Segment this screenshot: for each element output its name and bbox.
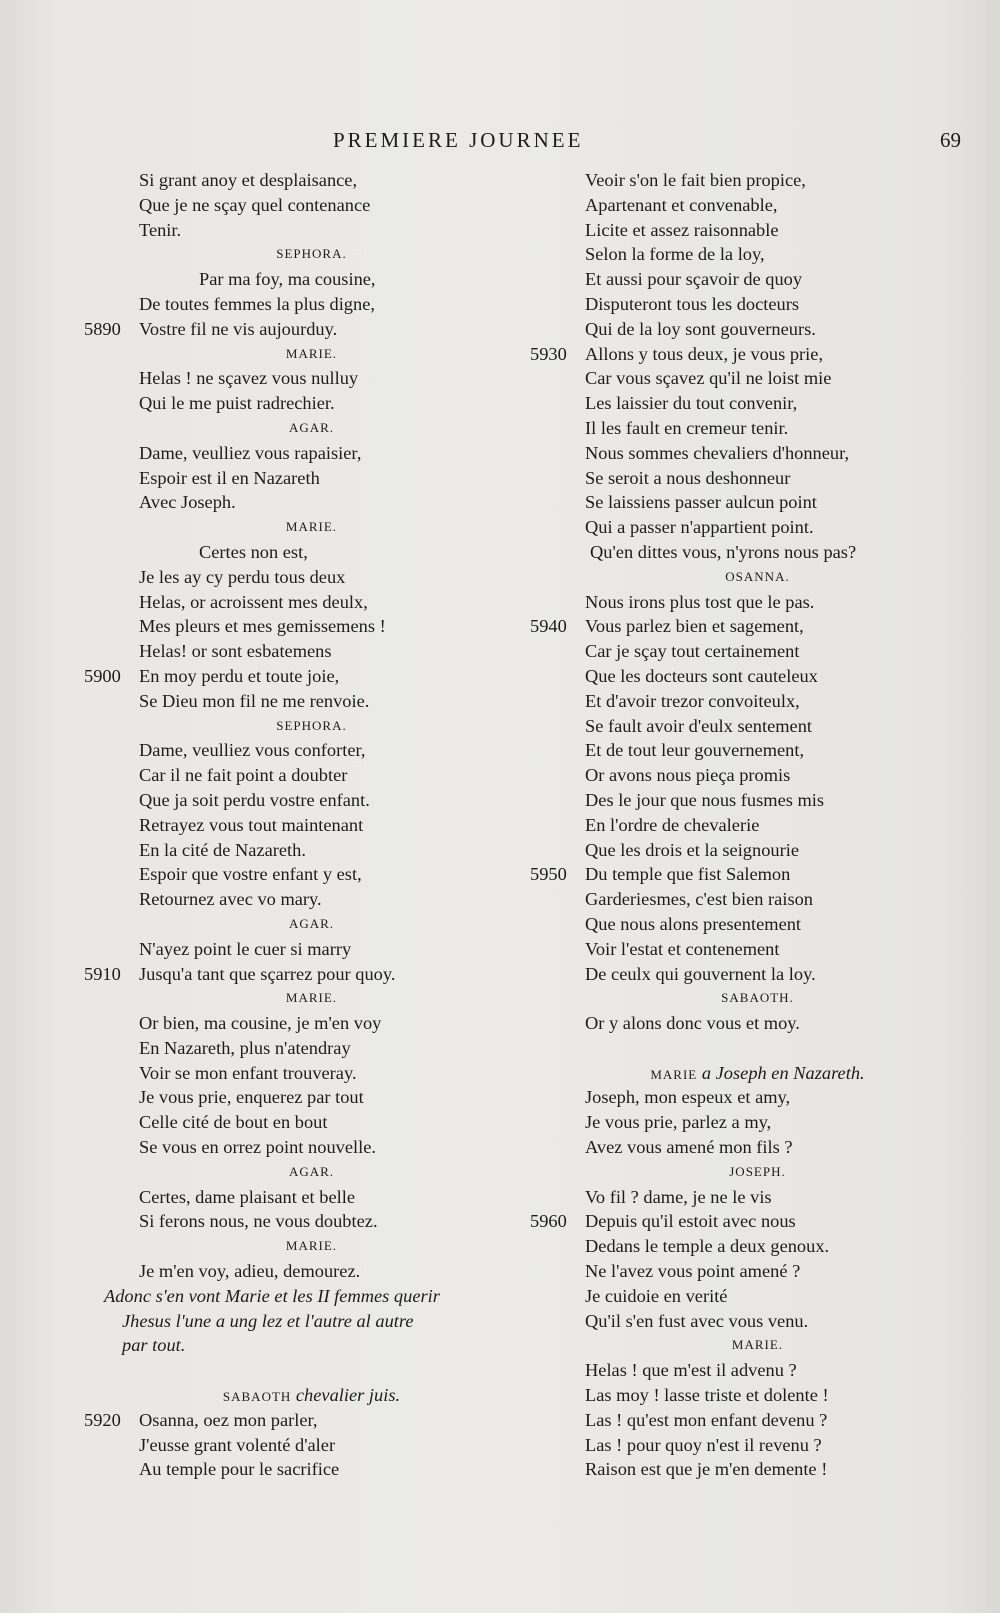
speaker-name: AGAR.	[288, 419, 335, 435]
blank-line	[84, 1358, 484, 1383]
verse-text: Osanna, oez mon parler,	[139, 1409, 318, 1430]
verse-line	[84, 1036, 484, 1061]
verse-line	[84, 391, 484, 416]
verse-text: Du temple que fist Salemon	[585, 864, 791, 885]
right-column	[530, 168, 930, 1482]
verse-text: Mes pleurs et mes gemissemens !	[139, 616, 386, 637]
speaker-name: MARIE.	[285, 1238, 338, 1254]
verse-line	[530, 1110, 930, 1135]
verse-line	[530, 1309, 930, 1334]
verse-text: Joseph, mon espeux et amy,	[585, 1087, 791, 1108]
verse-line	[84, 962, 484, 987]
verse-line	[530, 639, 930, 664]
speaker-name: SEPHORA.	[276, 246, 347, 262]
verse-line	[84, 1209, 484, 1234]
line-number: 5950	[530, 864, 567, 885]
verse-text: Que je ne sçay quel contenance	[139, 194, 371, 215]
verse-line	[530, 738, 930, 763]
verse-text: Et d'avoir trezor convoiteulx,	[585, 690, 800, 711]
blank-line	[530, 1036, 930, 1061]
verse-line	[84, 763, 484, 788]
verse-line	[530, 391, 930, 416]
verse-line	[530, 887, 930, 912]
verse-text: Disputeront tous les docteurs	[585, 293, 800, 314]
line-number: 5900	[84, 665, 121, 686]
verse-text: Raison est que je m'en demente !	[585, 1459, 828, 1480]
verse-line	[530, 614, 930, 639]
verse-text: Selon la forme de la loy,	[585, 244, 765, 265]
stage-direction: par tout.	[122, 1335, 186, 1356]
verse-line	[530, 1433, 930, 1458]
verse-text: Par ma foy, ma cousine,	[199, 269, 376, 290]
verse-text: Licite et assez raisonnable	[585, 219, 779, 240]
verse-line	[530, 1383, 930, 1408]
speaker-heading	[530, 1061, 930, 1086]
verse-line	[84, 366, 484, 391]
verse-line	[530, 292, 930, 317]
verse-text: Si grant anoy et desplaisance,	[139, 170, 358, 190]
verse-text: Car je sçay tout certainement	[585, 641, 800, 662]
verse-line	[530, 1284, 930, 1309]
verse-text: Il les fault en cremeur tenir.	[585, 417, 789, 438]
verse-line	[530, 1457, 930, 1482]
verse-line	[84, 813, 484, 838]
verse-text: Garderiesmes, c'est bien raison	[585, 889, 814, 910]
verse-line	[530, 342, 930, 367]
speaker-name: MARIE	[650, 1066, 698, 1082]
verse-text: Qui le me puist radrechier.	[139, 393, 335, 414]
verse-text: Voir l'estat et contenement	[585, 938, 780, 959]
verse-text: Se vous en orrez point nouvelle.	[139, 1137, 376, 1158]
verse-line	[530, 937, 930, 962]
verse-text: Se laissiens passer aulcun point	[585, 492, 817, 513]
verse-text: Helas, or acroissent mes deulx,	[139, 591, 368, 612]
verse-text: Dame, veulliez vous conforter,	[139, 740, 366, 761]
speaker-name: SEPHORA.	[276, 717, 347, 733]
verse-line	[530, 714, 930, 739]
verse-text: Qu'il s'en fust avec vous venu.	[585, 1310, 809, 1331]
stage-direction: a Joseph en Nazareth.	[697, 1062, 865, 1083]
verse-text: Helas! or sont esbatemens	[139, 641, 332, 662]
line-number: 5910	[84, 963, 121, 984]
verse-line	[84, 267, 484, 292]
verse-line	[84, 614, 484, 639]
verse-line	[84, 466, 484, 491]
verse-line	[530, 490, 930, 515]
verse-line	[84, 218, 484, 243]
verse-line	[530, 242, 930, 267]
verse-text: Veoir s'on le fait bien propice,	[585, 170, 806, 190]
verse-line	[530, 218, 930, 243]
verse-line	[530, 317, 930, 342]
speaker-name: MARIE.	[731, 1337, 784, 1353]
speaker-name: AGAR.	[288, 915, 335, 931]
stage-direction: chevalier juis.	[291, 1385, 401, 1406]
verse-line	[530, 267, 930, 292]
verse-text: Que les docteurs sont cauteleux	[585, 665, 818, 686]
verse-line	[84, 1061, 484, 1086]
speaker-name: MARIE.	[285, 990, 338, 1006]
verse-text: Ne l'avez vous point amené ?	[585, 1261, 801, 1282]
left-column	[84, 168, 484, 1482]
verse-text: Car il ne fait point a doubter	[139, 765, 348, 786]
line-number: 5890	[84, 318, 121, 339]
verse-line	[84, 1135, 484, 1160]
verse-line	[530, 862, 930, 887]
verse-text: Retournez avec vo mary.	[139, 889, 322, 910]
verse-line	[84, 168, 484, 193]
verse-line	[84, 1408, 484, 1433]
verse-text: Et de tout leur gouvernement,	[585, 740, 805, 761]
verse-text: Qui a passer n'appartient point.	[585, 517, 814, 538]
verse-line	[530, 1234, 930, 1259]
verse-text: Depuis qu'il estoit avec nous	[585, 1211, 796, 1232]
verse-line	[84, 738, 484, 763]
verse-text: Voir se mon enfant trouveray.	[139, 1062, 357, 1083]
verse-text: Je les ay cy perdu tous deux	[139, 566, 346, 587]
verse-text: Que nous alons presentement	[585, 913, 802, 934]
verse-text: Vous parlez bien et sagement,	[585, 616, 804, 637]
verse-line	[84, 1085, 484, 1110]
verse-text: Je vous prie, parlez a my,	[585, 1112, 772, 1133]
verse-line	[530, 1135, 930, 1160]
verse-text: Certes non est,	[199, 541, 308, 562]
verse-text: Nous irons plus tost que le pas.	[585, 591, 815, 612]
verse-line	[530, 416, 930, 441]
verse-line	[84, 590, 484, 615]
verse-text: Se Dieu mon fil ne me renvoie.	[139, 690, 370, 711]
verse-text: Qui de la loy sont gouverneurs.	[585, 318, 816, 339]
verse-line	[530, 1085, 930, 1110]
verse-line	[530, 466, 930, 491]
speaker-name: SABAOTH	[222, 1389, 292, 1405]
verse-line	[530, 366, 930, 391]
line-number: 5940	[530, 616, 567, 637]
verse-line	[84, 689, 484, 714]
verse-text: Si ferons nous, ne vous doubtez.	[139, 1211, 378, 1232]
verse-text: Certes, dame plaisant et belle	[139, 1186, 356, 1207]
verse-text: Apartenant et convenable,	[585, 194, 778, 215]
verse-text: Dame, veulliez vous rapaisier,	[139, 442, 362, 463]
verse-text: Las ! qu'est mon enfant devenu ?	[585, 1409, 828, 1430]
verse-text: Espoir est il en Nazareth	[139, 467, 320, 488]
verse-line	[84, 937, 484, 962]
verse-text: En moy perdu et toute joie,	[139, 665, 340, 686]
verse-line	[84, 540, 484, 565]
verse-line	[84, 1457, 484, 1482]
verse-line	[84, 1185, 484, 1210]
verse-line	[84, 664, 484, 689]
stage-direction: Jhesus l'une a ung lez et l'autre al autre	[122, 1310, 414, 1331]
verse-text: Et aussi pour sçavoir de quoy	[585, 269, 803, 290]
verse-text: Que ja soit perdu vostre enfant.	[139, 789, 370, 810]
verse-text: Avec Joseph.	[139, 492, 236, 513]
speaker-heading	[84, 1383, 484, 1408]
verse-line	[84, 639, 484, 664]
verse-text: Je vous prie, enquerez par tout	[139, 1087, 364, 1108]
verse-text: Avez vous amené mon fils ?	[585, 1137, 793, 1158]
verse-line	[530, 590, 930, 615]
verse-line	[84, 1011, 484, 1036]
verse-line	[530, 1185, 930, 1210]
verse-text: Or bien, ma cousine, je m'en voy	[139, 1013, 382, 1034]
verse-line	[84, 838, 484, 863]
line-number: 5930	[530, 343, 567, 364]
verse-line	[530, 1011, 930, 1036]
verse-text: Qu'en dittes vous, n'yrons nous pas?	[590, 541, 857, 562]
verse-line	[530, 664, 930, 689]
verse-text: Nous sommes chevaliers d'honneur,	[585, 442, 850, 463]
verse-text: Je m'en voy, adieu, demourez.	[139, 1261, 361, 1282]
verse-text: Se fault avoir d'eulx sentement	[585, 715, 813, 736]
verse-line	[530, 540, 930, 565]
verse-line	[530, 912, 930, 937]
verse-text: De toutes femmes la plus digne,	[139, 293, 375, 314]
verse-text: Vostre fil ne vis aujourduy.	[139, 318, 338, 339]
verse-line	[84, 862, 484, 887]
verse-line	[84, 1433, 484, 1458]
verse-line	[530, 1209, 930, 1234]
verse-line	[84, 565, 484, 590]
verse-text: Allons y tous deux, je vous prie,	[585, 343, 824, 364]
page-number: 69	[940, 128, 961, 152]
verse-text: Espoir que vostre enfant y est,	[139, 864, 362, 885]
verse-line	[530, 813, 930, 838]
verse-line	[84, 292, 484, 317]
verse-line	[530, 1408, 930, 1433]
speaker-name: MARIE.	[285, 345, 338, 361]
speaker-name: AGAR.	[288, 1163, 335, 1179]
verse-text: Helas ! que m'est il advenu ?	[585, 1360, 797, 1381]
stage-direction: Adonc s'en vont Marie et les II femmes querir	[104, 1285, 440, 1306]
verse-text: Or avons nous pieça promis	[585, 765, 791, 786]
verse-line	[84, 490, 484, 515]
verse-line	[530, 1358, 930, 1383]
verse-line	[84, 788, 484, 813]
verse-text: En l'ordre de chevalerie	[585, 814, 760, 835]
verse-text: En la cité de Nazareth.	[139, 839, 306, 860]
verse-text: Vo fil ? dame, je ne le vis	[585, 1186, 772, 1207]
verse-line	[84, 1259, 484, 1284]
verse-line	[530, 515, 930, 540]
verse-line	[84, 1110, 484, 1135]
verse-text: Tenir.	[139, 219, 182, 240]
verse-line	[530, 788, 930, 813]
verse-line	[530, 1259, 930, 1284]
verse-line	[530, 441, 930, 466]
verse-line	[530, 168, 930, 193]
verse-text: N'ayez point le cuer si marry	[139, 938, 352, 959]
verse-text: Dedans le temple a deux genoux.	[585, 1236, 830, 1257]
verse-text: Las moy ! lasse triste et dolente !	[585, 1385, 829, 1406]
running-title: PREMIERE JOURNEE	[333, 128, 584, 152]
verse-line	[84, 441, 484, 466]
verse-text: Je cuidoie en verité	[585, 1285, 728, 1306]
speaker-name: OSANNA.	[725, 568, 790, 584]
verse-line	[530, 838, 930, 863]
verse-text: Helas ! ne sçavez vous nulluy	[139, 368, 359, 389]
verse-line	[530, 763, 930, 788]
verse-line	[84, 193, 484, 218]
verse-text: Las ! pour quoy n'est il revenu ?	[585, 1434, 822, 1455]
verse-line	[84, 317, 484, 342]
verse-line	[530, 689, 930, 714]
verse-line	[84, 887, 484, 912]
verse-text: Que les drois et la seignourie	[585, 839, 799, 860]
speaker-name: JOSEPH.	[729, 1163, 786, 1179]
running-header	[0, 128, 1000, 158]
verse-text: Se seroit a nous deshonneur	[585, 467, 791, 488]
line-number: 5960	[530, 1211, 567, 1232]
speaker-name: SABAOTH.	[721, 990, 794, 1006]
verse-text: Or y alons donc vous et moy.	[585, 1013, 800, 1034]
verse-text: Au temple pour le sacrifice	[139, 1459, 340, 1480]
verse-text: Retrayez vous tout maintenant	[139, 814, 364, 835]
verse-text: Jusqu'a tant que sçarrez pour quoy.	[139, 963, 396, 984]
speaker-name: MARIE.	[285, 519, 338, 535]
verse-text: En Nazareth, plus n'atendray	[139, 1037, 351, 1058]
verse-text: J'eusse grant volenté d'aler	[139, 1434, 336, 1455]
verse-text: Des le jour que nous fusmes mis	[585, 789, 825, 810]
verse-text: Les laissier du tout convenir,	[585, 393, 798, 414]
verse-line	[530, 962, 930, 987]
line-number: 5920	[84, 1409, 121, 1430]
verse-text: Celle cité de bout en bout	[139, 1112, 328, 1133]
verse-text: Car vous sçavez qu'il ne loist mie	[585, 368, 832, 389]
verse-text: De ceulx qui gouvernent la loy.	[585, 963, 816, 984]
verse-line	[530, 193, 930, 218]
